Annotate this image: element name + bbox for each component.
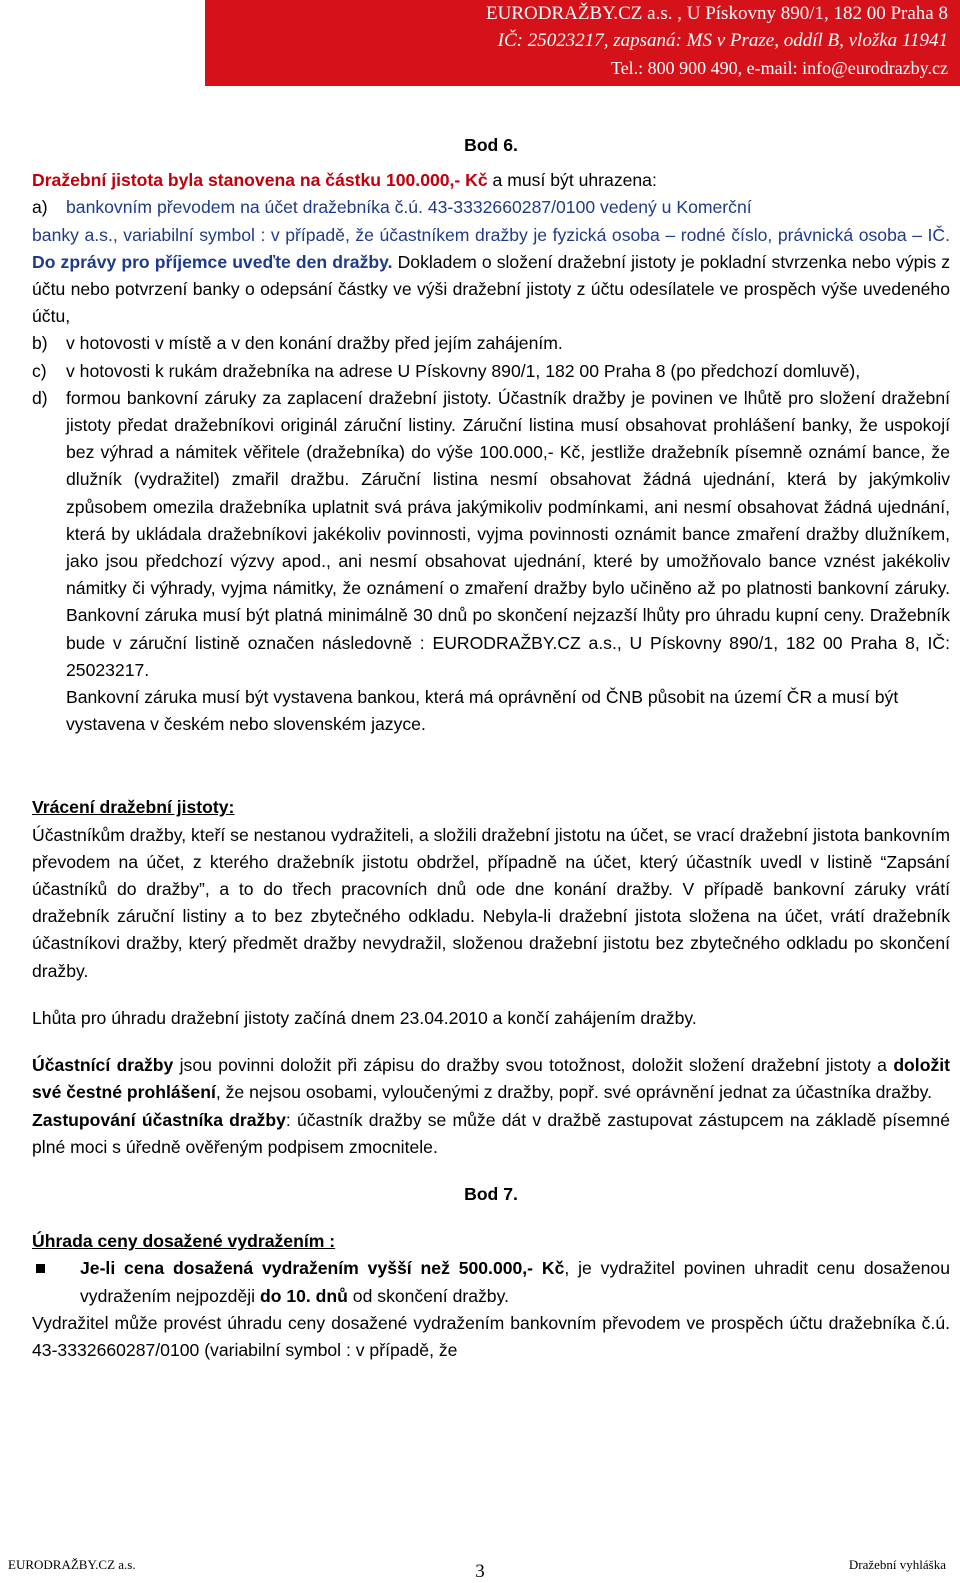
header-contact-line: Tel.: 800 900 490, e-mail: info@eurodrazby.cz <box>610 58 948 78</box>
vraceni-heading: Vrácení dražební jistoty: <box>32 797 235 818</box>
bod6-item-c: c) v hotovosti k rukám dražebníka na adrese U Pískovny 890/1, 182 00 Praha 8 (po předchozí domluvě), <box>32 360 861 381</box>
page-header <box>0 0 960 86</box>
page-footer <box>0 1549 960 1581</box>
bod6-item-d: d) formou bankovní záruky za zaplacení dražební jistoty. Účastník dražby je povinen ve lhůtě pro složení dražební jistoty předat dražebníkovi originál záruční listiny. Záruční listina musí obsahovat prohlášení banky, že uspokojí bez výhrad a námitek věřitele (dražebníka) do výše 100.000,- Kč, jestliže dražebník písemně oznámí bance, že dlužník (vydražitel) zmařil dražbu. Záruční listina nesmí obsahovat žádná ujednání, která by jakýmkoliv způsobem omezila dražebníka uplatnit svá práva jakýmikoliv podmínkami, ani nesmí obsahovat žádná ujednání, která by ukládala dražebníkovi jakékoliv povinnosti, vyjma povinnosti oznámit bance zmaření dražby dlužníkem, jako jsou předchozí výzvy apod., ani nesmí obsahovat ujednání, které by umožňovalo bance vznést jakékoliv námitky či výhrady, vyjma námitky, že oznámení o zmaření dražby bylo učiněno až po platnosti bankovní záruky. Bankovní záruka musí být platná minimálně 30 dnů po skončení nejzazší lhůty pro úhradu kupní ceny. Dražebník bude v záruční listině označen následovně : EURODRAŽBY.CZ a.s., U Pískovny 890/1, 182 00 Praha 8, IČ: 25023217. <box>32 387 950 680</box>
zastupovani-text: Zastupování účastníka dražby: účastník dražby se může dát v dražbě zastupovat zástupcem na základě písemné plné moci s úředně ověřeným podpisem zmocnitele. <box>32 1109 950 1157</box>
ucastnici-text: Účastnící dražby jsou povinni doložit při zápisu do dražby svou totožnost, doložit složení dražební jistoty a doložit své čestné prohlášení, že nejsou osobami, vyloučenými z dražby, popř. své oprávnění jednat za účastníka dražby. <box>32 1055 950 1103</box>
bod6-intro: Dražební jistota byla stanovena na částku 100.000,- Kč a musí být uhrazena: <box>32 170 657 191</box>
bod6-item-a-cont: banky a.s., variabilní symbol : v případě, že účastníkem dražby je fyzická osoba – rodné číslo, právnická osoba – IČ. Do zprávy pro příjemce uveďte den dražby. Dokladem o složení dražební jistoty je pokladní stvrzenka nebo výpis z účtu nebo potvrzení banky o odepsání částky ve výši dražební jistoty z účtu odesílatele ve prospěch výše uvedeného účtu, <box>32 224 950 327</box>
bod6-item-d-tail: Bankovní záruka musí být vystavena bankou, která má oprávnění od ČNB působit na území ČR a musí být vystavena v českém nebo slovenském jazyce. <box>66 687 899 735</box>
vraceni-text: Účastníkům dražby, kteří se nestanou vydražiteli, a složili dražební jistotu na účet, se vrací dražební jistota bankovním převodem na účet, z kterého dražebník jistotu obdržel, případně na účet, který účastník uvedl v listině “Zapsání účastníků do dražby”, a to do třech pracovních dnů ode dne konání dražby. V případě bankovní záruky vrátí dražebník záruční listiny a to bez zbytečného odkladu. Nebyla-li dražební jistota složena na účet, vrátí dražebník účastníkovi dražby, který předmět dražby nevydražil, složenou dražební jistotu bez zbytečného odkladu po skončení dražby. <box>32 824 950 981</box>
bod7-payment-text: Vydražitel může provést úhradu ceny dosažené vydražením bankovním převodem ve prospěch účtu dražebníka č.ú. 43-3332660287/0100 (variabilní symbol : v případě, že <box>32 1312 950 1360</box>
footer-document-title: Dražební vyhláška <box>848 1557 946 1572</box>
footer-page-number: 3 <box>475 1561 485 1582</box>
lhuta-text: Lhůta pro úhradu dražební jistoty začíná dnem 23.04.2010 a končí zahájením dražby. <box>32 1007 697 1028</box>
header-registration-line: IČ: 25023217, zapsaná: MS v Praze, oddíl B, vložka 11941 <box>497 30 948 51</box>
bod6-heading: Bod 6. <box>464 135 518 155</box>
bod7-heading: Bod 7. <box>464 1183 518 1204</box>
bod6-item-b: b) v hotovosti v místě a v den konání dražby před jejím zahájením. <box>32 333 563 354</box>
bod6-item-a: a) bankovním převodem na účet dražebníka č.ú. 43-3332660287/0100 vedený u Komerční <box>32 197 752 218</box>
footer-company: EURODRAŽBY.CZ a.s. <box>8 1557 136 1572</box>
header-company-line: EURODRAŽBY.CZ a.s. , U Pískovny 890/1, 182 00 Praha 8 <box>486 3 948 24</box>
bullet-square-icon <box>36 1264 45 1273</box>
document-body <box>32 132 950 1364</box>
bod7-bullet: Je-li cena dosažená vydražením vyšší než 500.000,- Kč, je vydražitel povinen uhradit cenu dosaženou vydražením nejpozději do 10. dnů od skončení dražby. <box>32 1255 950 1309</box>
bod7-subheading: Úhrada ceny dosažené vydražením : <box>32 1231 336 1252</box>
